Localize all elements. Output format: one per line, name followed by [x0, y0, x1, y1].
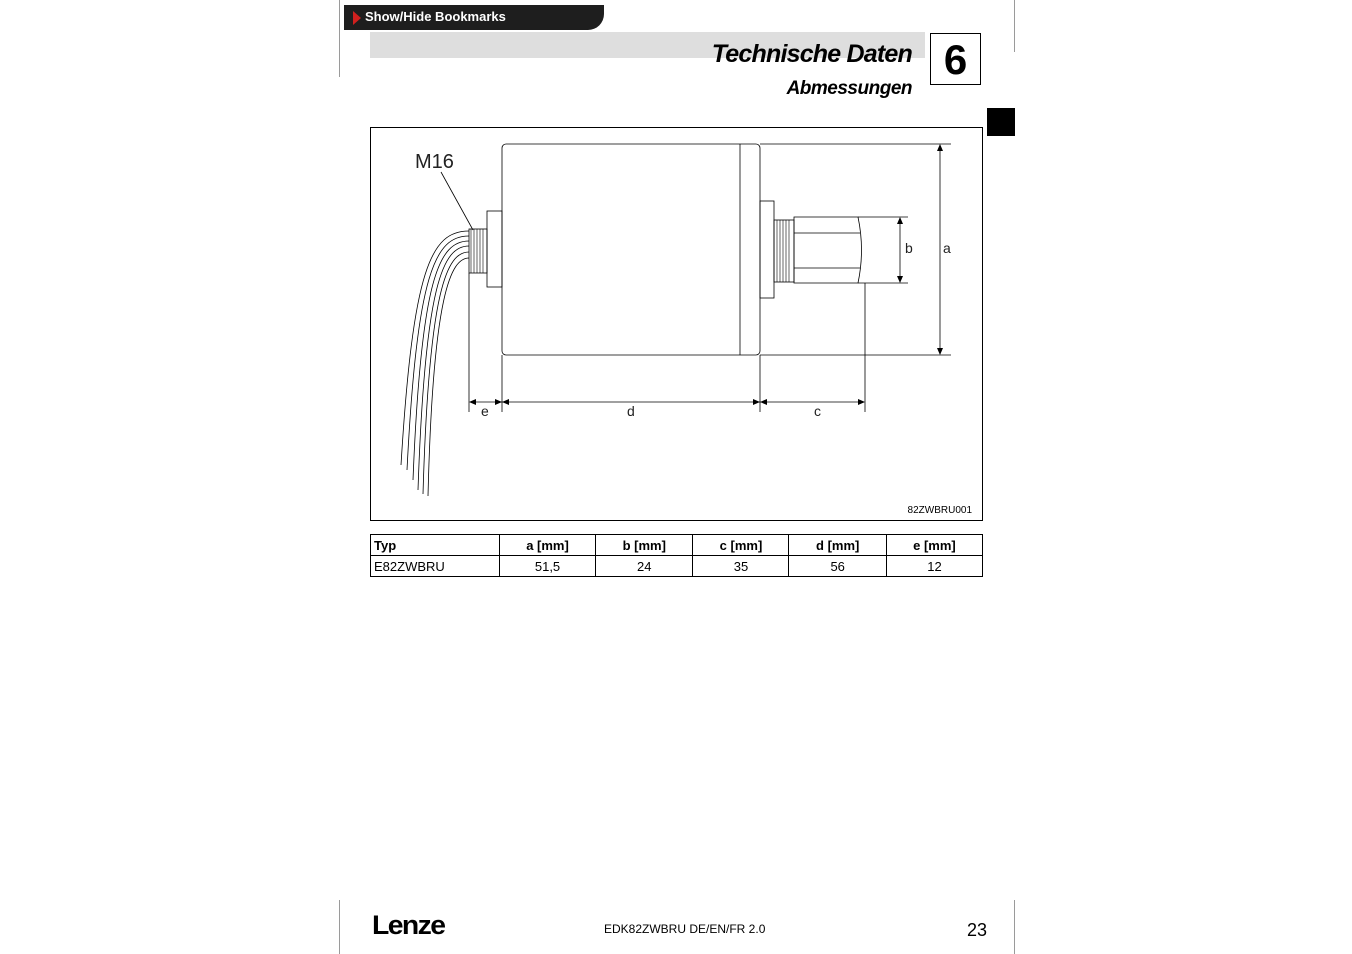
cable-wire: [423, 252, 469, 494]
table-header-cell: c [mm]: [693, 535, 789, 556]
chapter-number: 6: [930, 33, 981, 85]
chapter-tab-marker: [987, 108, 1015, 136]
table-cell: 24: [596, 556, 693, 577]
table-header-row: [371, 535, 983, 556]
right-flange: [760, 201, 774, 298]
dimensions-table: [370, 534, 983, 577]
table-row: [371, 556, 983, 577]
table-header-cell: a [mm]: [500, 535, 596, 556]
dimension-drawing: [370, 127, 983, 521]
dimension-arrows: [469, 144, 943, 405]
margin-line-left-bottom: [339, 900, 340, 954]
play-arrow-icon: [353, 11, 361, 25]
cable-wire: [413, 241, 469, 480]
show-hide-bookmarks-button[interactable]: [344, 5, 604, 30]
bookmark-button-label: Show/Hide Bookmarks: [365, 9, 506, 24]
label-dim-b: b: [905, 240, 913, 256]
table-header-cell: d [mm]: [789, 535, 886, 556]
table-header-cell: b [mm]: [596, 535, 693, 556]
label-dim-c: c: [814, 403, 821, 419]
table-cell: 51,5: [500, 556, 596, 577]
table-cell: 12: [886, 556, 982, 577]
margin-line-right-top: [1014, 0, 1015, 52]
label-dim-d: d: [627, 403, 635, 419]
label-m16: M16: [415, 151, 454, 173]
table-cell: 56: [789, 556, 886, 577]
figure-id: 82ZWBRU001: [907, 505, 972, 516]
gland-thread: [469, 229, 487, 273]
table-cell: E82ZWBRU: [371, 556, 500, 577]
cable-wire: [401, 231, 469, 465]
right-nut: [794, 217, 862, 283]
table-cell: 35: [693, 556, 789, 577]
document-reference: EDK82ZWBRU DE/EN/FR 2.0: [604, 922, 766, 936]
margin-line-left-top: [339, 0, 340, 77]
label-dim-e: e: [481, 403, 489, 419]
page-title: Technische Daten: [711, 40, 912, 68]
resistor-body: [502, 144, 760, 355]
page-subtitle: Abmessungen: [786, 78, 912, 99]
page-number: 23: [967, 920, 988, 940]
gland-flange: [487, 211, 502, 287]
table-header-cell: e [mm]: [886, 535, 982, 556]
label-dim-a: a: [943, 240, 951, 256]
dimension-drawing-svg: [371, 128, 984, 522]
margin-line-right-bottom: [1014, 900, 1015, 954]
leader-line: [441, 172, 473, 230]
lenze-logo: Lenze: [372, 910, 445, 940]
cable-wire: [428, 258, 469, 496]
table-header-cell: Typ: [371, 535, 500, 556]
cable-wire: [407, 236, 469, 470]
